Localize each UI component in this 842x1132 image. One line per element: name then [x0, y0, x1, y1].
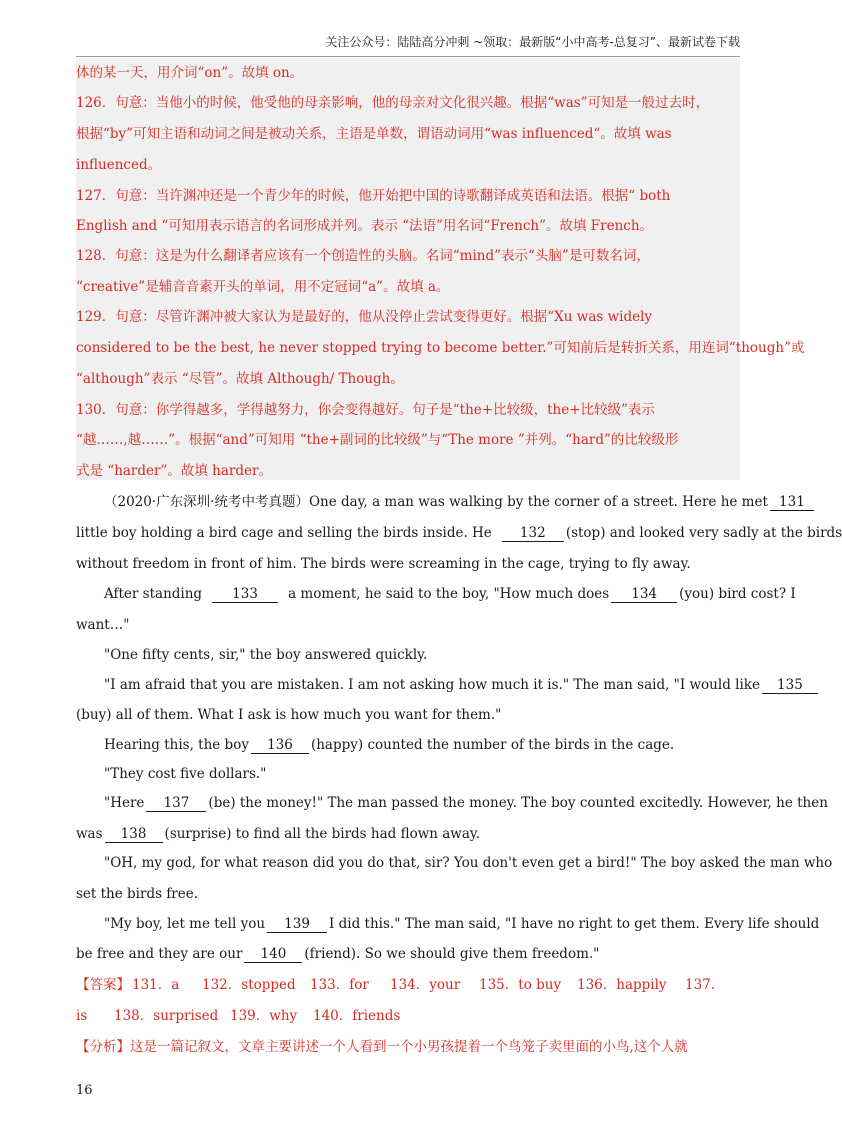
explain-line: “although”表示 “尽管”。故填 Although/ Though。 [76, 371, 404, 387]
answer-item: 136．happily [577, 977, 667, 993]
blank-131[interactable]: 131 [770, 494, 814, 511]
page-header: 关注公众号：陆陆高分冲刺 ~领取：最新版“小中高考-总复习”、最新试卷下载 [325, 35, 740, 49]
blank-138[interactable]: 138 [105, 826, 163, 843]
passage-line [76, 523, 842, 543]
explain-line: 129．句意：尽管许渊冲被大家认为是最好的，他从没停止尝试变得更好。根据“Xu was widely [76, 309, 653, 325]
explain-line: English and “可知用表示语言的名词形成并列。表示 “法语”用名词“French”。故填 French。 [76, 218, 654, 234]
passage-text: Hearing this, the boy [104, 737, 249, 753]
passage-text: "I am afraid that you are mistaken. I am not asking how much it is." The man said, "I would like [104, 677, 760, 693]
passage-line [104, 914, 819, 934]
blank-133[interactable]: 133 [212, 586, 278, 603]
passage-text: "My boy, let me tell you [104, 916, 266, 932]
passage-line: (buy) all of them. What I ask is how much you want for them." [76, 707, 502, 723]
passage-text: (stop) and looked very sadly at the birds [565, 525, 842, 541]
passage-line [104, 675, 820, 695]
passage-line: "They cost five dollars." [104, 766, 267, 782]
passage-text: After standing [104, 586, 203, 602]
passage-text: (you) bird cost? I [679, 586, 796, 602]
analysis-line: 【分析】这是一篇记叙文，文章主要讲述一个人看到一个小男孩提着一个鸟笼子卖里面的小鸟,这个人就 [76, 1039, 688, 1055]
passage-text: I did this." The man said, "I have no right to get them. Every life should [329, 916, 820, 932]
passage-text: be free and they are our [76, 946, 243, 962]
explain-line: 根据“by”可知主语和动词之间是被动关系，主语是单数，谓语动词用“was influenced“。故填 was [76, 126, 672, 142]
explain-line: 式是 “harder”。故填 harder。 [76, 463, 272, 479]
explain-line: 130．句意：你学得越多，学得越努力，你会变得越好。句子是“the+比较级，the+比较级”表示 [76, 402, 655, 418]
answer-item: 134．your [390, 977, 461, 993]
passage-text: a moment, he said to the boy, "How much does [288, 586, 610, 602]
passage-line [76, 824, 480, 844]
passage-line [104, 735, 674, 755]
blank-139[interactable]: 139 [267, 916, 327, 933]
blank-135[interactable]: 135 [762, 677, 818, 694]
answer-item: 139．why [230, 1008, 298, 1024]
header-rule [76, 56, 740, 57]
passage-line [104, 584, 796, 604]
passage-line [104, 793, 828, 813]
passage-text: was [76, 826, 103, 842]
explain-line: influenced。 [76, 157, 162, 173]
answer-item: 138．surprised [114, 1008, 219, 1024]
passage-line: set the birds free. [76, 886, 199, 902]
answer-item: 132．stopped [202, 977, 296, 993]
passage-text: （2020·广东深圳·统考中考真题）One day, a man was walking by the corner of a street. Here he met [104, 494, 768, 510]
answer-item: 135．to buy [479, 977, 562, 993]
answer-label: 【答案】 [76, 977, 130, 993]
blank-137[interactable]: 137 [146, 795, 206, 812]
answer-item: 140．friends [313, 1008, 401, 1024]
blank-134[interactable]: 134 [611, 586, 677, 603]
explain-line: considered to be the best, he never stopped trying to become better.”可知前后是转折关系，用连词“though”或 [76, 340, 805, 356]
answer-item: 137． [685, 977, 725, 993]
passage-line: "One fifty cents, sir," the boy answered quickly. [104, 647, 428, 663]
explain-line: 126．句意：当他小的时候，他受他的母亲影响，他的母亲对文化很兴趣。根据“was”可知是一般过去时， [76, 95, 710, 111]
passage-text: (happy) counted the number of the birds in the cage. [310, 737, 675, 753]
passage-line: without freedom in front of him. The birds were screaming in the cage, trying to fly away. [76, 556, 691, 572]
blank-136[interactable]: 136 [251, 737, 309, 754]
page-number: 16 [76, 1083, 93, 1098]
answer-item: 131．a [132, 977, 180, 993]
explain-line: 体的某一天，用介词“on”。故填 on。 [76, 65, 304, 81]
passage-text: (be) the money!" The man passed the money. The boy counted excitedly. However, he then [208, 795, 828, 811]
passage-text: (surprise) to find all the birds had flown away. [164, 826, 481, 842]
passage-text: (friend). So we should give them freedom." [304, 946, 600, 962]
explain-line: 128．句意：这是为什么翻译者应该有一个创造性的头脑。名词“mind”表示“头脑”是可数名词， [76, 248, 650, 264]
passage-line [104, 492, 816, 512]
answer-item: is [76, 1008, 88, 1024]
blank-132[interactable]: 132 [502, 525, 564, 542]
answer-item: 133．for [310, 977, 369, 993]
explain-line: “越……,越……”。根据“and”可知用 “the+副词的比较级”与“The more ”并列。“hard”的比较级形 [76, 432, 679, 448]
passage-line [76, 944, 599, 964]
passage-line: want…" [76, 617, 130, 633]
passage-line: "OH, my god, for what reason did you do that, sir? You don't even get a bird!" The boy asked the man who [104, 855, 833, 871]
passage-text: little boy holding a bird cage and selling the birds inside. He [76, 525, 492, 541]
blank-140[interactable]: 140 [244, 946, 302, 963]
passage-text: "Here [104, 795, 145, 811]
explain-line: “creative”是辅音音素开头的单词，用不定冠词“a”。故填 a。 [76, 279, 450, 295]
explain-line: 127．句意：当许渊冲还是一个青少年的时候，他开始把中国的诗歌翻译成英语和法语。根据“ both [76, 188, 671, 204]
